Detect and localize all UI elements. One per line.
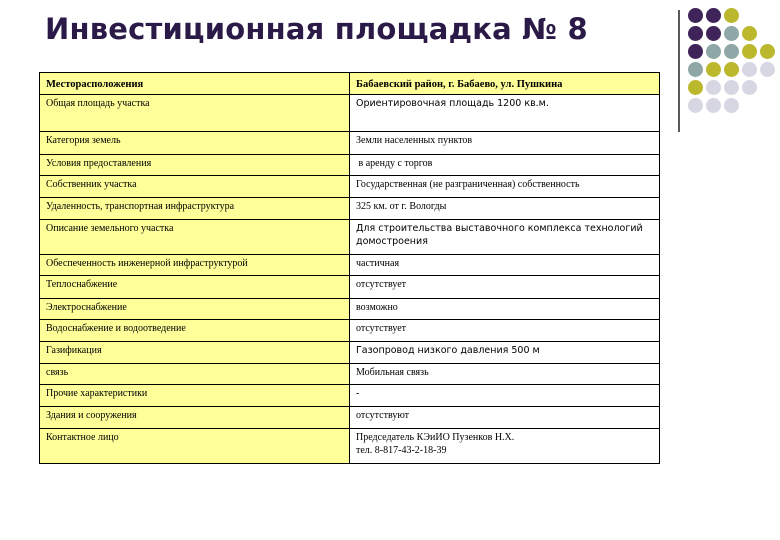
site-info-table bbox=[39, 72, 660, 464]
table-row bbox=[40, 255, 660, 276]
divider-line bbox=[678, 10, 680, 132]
dot-olive-5 bbox=[706, 62, 721, 77]
dot-lavender-3 bbox=[706, 80, 721, 95]
table-row bbox=[40, 385, 660, 407]
row-label: Собственник участка bbox=[40, 175, 350, 197]
dot-olive-6 bbox=[724, 62, 739, 77]
row-value: Земли населенных пунктов bbox=[350, 132, 660, 154]
dot-lavender-2 bbox=[760, 62, 775, 77]
table-row bbox=[40, 154, 660, 175]
row-label: Контактное лицо bbox=[40, 428, 350, 463]
row-label: Общая площадь участка bbox=[40, 95, 350, 132]
row-label: Обеспеченность инженерной инфраструктурой bbox=[40, 255, 350, 276]
table-row bbox=[40, 132, 660, 154]
table-header-row bbox=[40, 73, 660, 95]
contact-cell bbox=[350, 428, 660, 463]
dot-lavender-4 bbox=[724, 80, 739, 95]
table-row bbox=[40, 220, 660, 255]
row-value: отсутствует bbox=[350, 319, 660, 341]
row-value: отсутствуют bbox=[350, 407, 660, 428]
row-label: Условия предоставления bbox=[40, 154, 350, 175]
table-row bbox=[40, 407, 660, 428]
row-label: Теплоснабжение bbox=[40, 276, 350, 298]
table-row bbox=[40, 319, 660, 341]
row-label: Электроснабжение bbox=[40, 298, 350, 319]
dot-olive-7 bbox=[688, 80, 703, 95]
table-row bbox=[40, 364, 660, 385]
row-value: в аренду с торгов bbox=[350, 154, 660, 175]
row-value: возможно bbox=[350, 298, 660, 319]
decorative-dots bbox=[688, 8, 778, 120]
dot-purple-5 bbox=[688, 44, 703, 59]
contact-person: Председатель КЭиИО Пузенков Н.Х. bbox=[356, 431, 515, 443]
dot-olive-4 bbox=[760, 44, 775, 59]
row-value: Мобильная связь bbox=[350, 364, 660, 385]
dot-teal-1 bbox=[724, 26, 739, 41]
contact-phone: тел. 8-817-43-2-18-39 bbox=[356, 444, 447, 456]
row-label: Прочие характеристики bbox=[40, 385, 350, 407]
dot-lavender-7 bbox=[706, 98, 721, 113]
table-row bbox=[40, 341, 660, 363]
dot-lavender-1 bbox=[742, 62, 757, 77]
row-label: Удаленность, транспортная инфраструктура bbox=[40, 197, 350, 219]
table-row bbox=[40, 95, 660, 132]
row-label: Описание земельного участка bbox=[40, 220, 350, 255]
table-row bbox=[40, 197, 660, 219]
row-value: Ориентировочная площадь 1200 кв.м. bbox=[350, 95, 660, 132]
row-value: - bbox=[350, 385, 660, 407]
dot-purple-2 bbox=[706, 8, 721, 23]
row-value: Газопровод низкого давления 500 м bbox=[350, 341, 660, 363]
row-label: Газификация bbox=[40, 341, 350, 363]
dot-teal-4 bbox=[688, 62, 703, 77]
dot-purple-1 bbox=[688, 8, 703, 23]
row-value: частичная bbox=[350, 255, 660, 276]
row-label: Здания и сооружения bbox=[40, 407, 350, 428]
dot-teal-2 bbox=[706, 44, 721, 59]
dot-purple-3 bbox=[688, 26, 703, 41]
dot-lavender-6 bbox=[688, 98, 703, 113]
table-row bbox=[40, 276, 660, 298]
table-row bbox=[40, 175, 660, 197]
row-label: Категория земель bbox=[40, 132, 350, 154]
dot-lavender-5 bbox=[742, 80, 757, 95]
row-label: Водоснабжение и водоотведение bbox=[40, 319, 350, 341]
dot-teal-3 bbox=[724, 44, 739, 59]
row-value: отсутствует bbox=[350, 276, 660, 298]
table-row bbox=[40, 428, 660, 463]
row-label: связь bbox=[40, 364, 350, 385]
row-value: Государственная (не разграниченная) собственность bbox=[350, 175, 660, 197]
header-cell-location: Месторасположения bbox=[40, 73, 350, 95]
table-row bbox=[40, 298, 660, 319]
dot-olive-3 bbox=[742, 44, 757, 59]
header-cell-address: Бабаевский район, г. Бабаево, ул. Пушкина bbox=[350, 73, 660, 95]
page-title: Инвестиционная площадка № 8 bbox=[45, 12, 588, 46]
dot-olive-2 bbox=[742, 26, 757, 41]
dot-purple-4 bbox=[706, 26, 721, 41]
row-value: Для строительства выставочного комплекса технологий домостроения bbox=[350, 220, 660, 255]
dot-olive-1 bbox=[724, 8, 739, 23]
dot-lavender-8 bbox=[724, 98, 739, 113]
row-value: 325 км. от г. Вологды bbox=[350, 197, 660, 219]
